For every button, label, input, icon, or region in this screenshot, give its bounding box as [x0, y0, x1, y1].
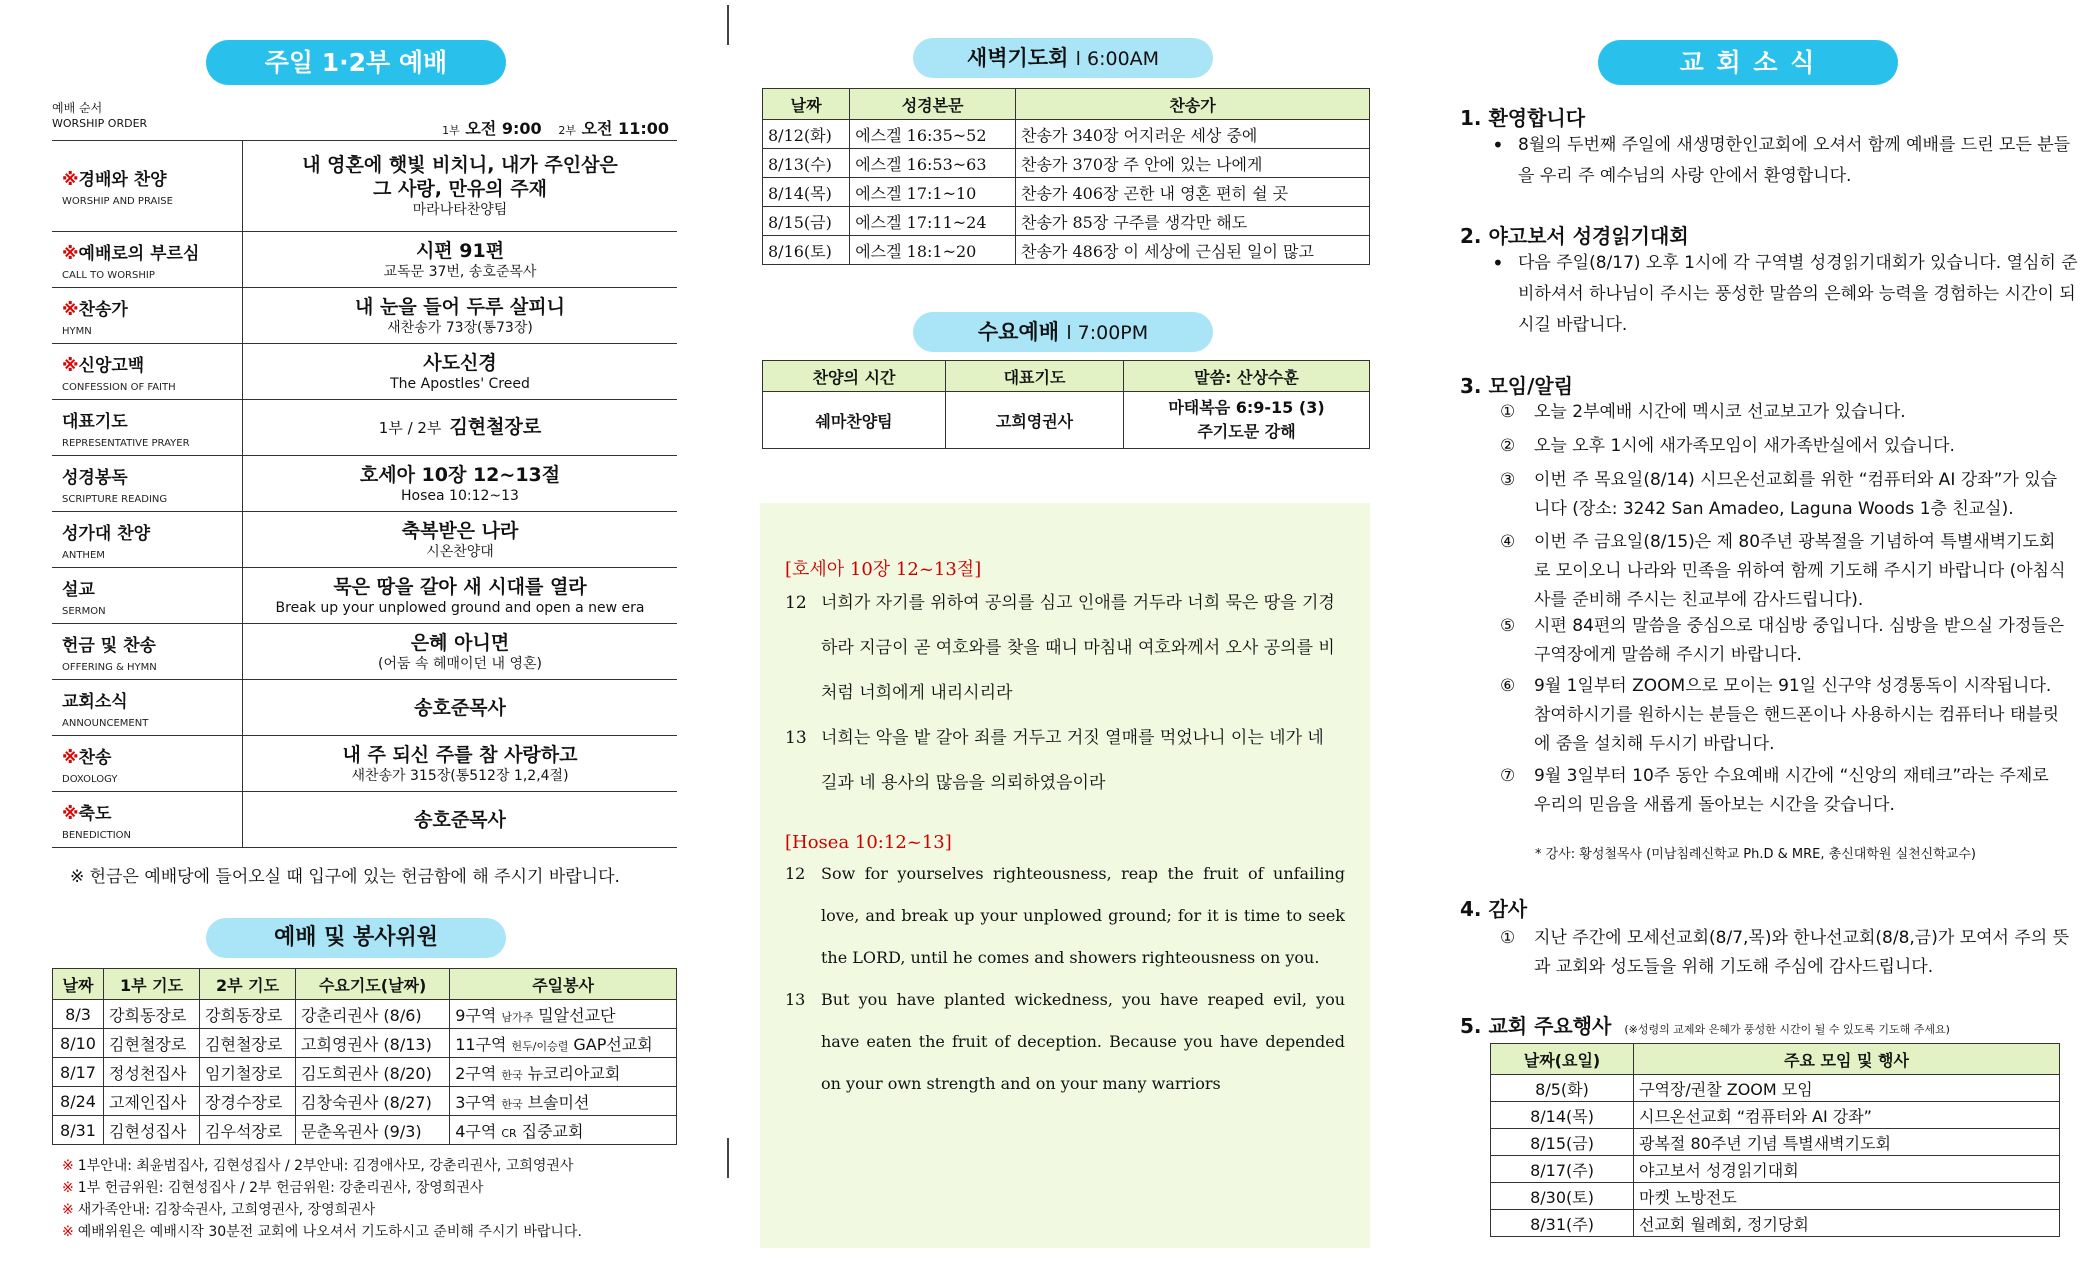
order-item-ko: 설교	[62, 579, 95, 600]
committee-cell: 장경수장로	[200, 1087, 296, 1116]
order-item-main: 묵은 땅을 갈아 새 시대를 열라	[333, 575, 587, 598]
dawn-cell: 8/12(화)	[763, 120, 850, 149]
order-item-main: 은혜 아니면	[410, 631, 510, 654]
order-item-ko: 대표기도	[62, 411, 128, 432]
dawn-cell: 8/13(수)	[763, 149, 850, 178]
event-row	[1491, 1210, 2060, 1237]
dawn-row	[763, 149, 1370, 178]
section-notices-title: 3. 모임/알림	[1460, 374, 1574, 398]
section-events-title: 5. 교회 주요행사 (※성령의 교제와 은혜가 풍성한 시간이 될 수 있도록 기도해 주세요)	[1460, 1014, 1950, 1038]
bullet-dot: •	[1492, 251, 1504, 275]
dawn-cell: 8/14(목)	[763, 178, 850, 207]
sunday-service-title: 주일 1·2부 예배	[206, 40, 506, 85]
dawn-header: 날짜	[763, 89, 850, 120]
committee-title: 예배 및 봉사위원	[206, 918, 506, 958]
wed-header-prayer: 대표기도	[946, 361, 1124, 392]
committee-row	[53, 1058, 677, 1087]
bullet-dot: •	[1492, 133, 1504, 157]
church-news-title: 교 회 소 식	[1598, 40, 1898, 85]
committee-cell: 문춘옥권사 (9/3)	[296, 1116, 450, 1145]
worship-order-table	[52, 140, 677, 848]
committee-cell: 김우석장로	[200, 1116, 296, 1145]
committee-header: 주일봉사	[450, 969, 677, 1000]
dawn-cell: 8/15(금)	[763, 207, 850, 236]
event-name: 야고보서 성경읽기대회	[1634, 1156, 2060, 1183]
order-item-ko: ※신앙고백	[62, 355, 145, 376]
order-item-main: 축복받은 나라	[401, 519, 519, 542]
event-name: 마켓 노방전도	[1634, 1183, 2060, 1210]
standing-mark: ※	[62, 355, 79, 376]
standing-mark: ※	[62, 299, 79, 320]
section-reading-text: 다음 주일(8/17) 오후 1시에 각 구역별 성경읽기대회가 있습니다. 열심히 준비하셔서 하나님이 주시는 풍성한 말씀의 은혜와 능력을 경험하는 시간이 되시길 바랍니다.	[1518, 253, 2078, 335]
committee-cell: 강춘리권사 (8/6)	[296, 1000, 450, 1029]
committee-cell: 8/31	[53, 1116, 104, 1145]
worship-order-row	[52, 400, 677, 456]
order-item-en: CALL TO WORSHIP	[62, 269, 155, 281]
committee-cell: 김현성집사	[104, 1116, 200, 1145]
dawn-cell: 찬송가 406장 곤한 내 영혼 편히 쉴 곳	[1016, 178, 1370, 207]
order-item-main: 1부 / 2부 김현철장로	[378, 416, 542, 438]
committee-header: 2부 기도	[200, 969, 296, 1000]
event-date: 8/5(화)	[1491, 1075, 1634, 1102]
notice-item: ⑦ 9월 3일부터 10주 동안 수요예배 시간에 “신앙의 재테크”라는 주제로 우리의 믿음을 새롭게 돌아보는 시간을 갖습니다.	[1500, 766, 2049, 815]
notice-item: ④ 이번 주 금요일(8/15)은 제 80주년 광복절을 기념하여 특별새벽기도회로 모이오니 나라와 민족을 위하여 함께 기도해 주시기 바랍니다 (아침식사를 준비해 주시는 친교부에 감사드립니다).	[1500, 532, 2066, 610]
section-thanks-title: 4. 감사	[1460, 897, 1528, 921]
order-item-main: 송호준목사	[414, 696, 506, 719]
event-name: 광복절 80주년 기념 특별새벽기도회	[1634, 1129, 2060, 1156]
committee-cell: 김창숙권사 (8/27)	[296, 1087, 450, 1116]
committee-service-cell: 11구역 헌두/이승렬 GAP선교회	[450, 1029, 677, 1058]
event-name: 선교회 월례회, 정기당회	[1634, 1210, 2060, 1237]
worship-order-row	[52, 141, 677, 232]
notice-item: ② 오늘 오후 1시에 새가족모임이 새가족반실에서 있습니다.	[1500, 436, 1955, 456]
worship-order-row	[52, 456, 677, 512]
order-item-ko: 교회소식	[62, 691, 128, 712]
committee-row	[53, 1087, 677, 1116]
committee-note: ※ 새가족안내: 김창숙권사, 고희영권사, 장영희권사	[62, 1202, 376, 1218]
event-name: 구역장/권찰 ZOOM 모임	[1634, 1075, 2060, 1102]
event-date: 8/31(주)	[1491, 1210, 1634, 1237]
order-item-ko: 성경봉독	[62, 467, 128, 488]
order-item-en: SERMON	[62, 605, 106, 617]
wed-prayer-leader: 고희영권사	[946, 392, 1124, 449]
committee-cell: 강희동장로	[104, 1000, 200, 1029]
dawn-cell: 찬송가 85장 구주를 생각만 해도	[1016, 207, 1370, 236]
events-table	[1490, 1043, 2060, 1237]
event-row	[1491, 1183, 2060, 1210]
service-times: 1부 오전 9:00 2부 오전 11:00	[442, 119, 669, 138]
dawn-prayer-title: 새벽기도회 l 6:00AM	[913, 38, 1213, 78]
committee-cell: 김현철장로	[200, 1029, 296, 1058]
section-welcome-title: 1. 환영합니다	[1460, 106, 1586, 130]
committee-cell: 강희동장로	[200, 1000, 296, 1029]
wednesday-service-table	[762, 360, 1370, 449]
dawn-row	[763, 120, 1370, 149]
order-item-en: HYMN	[62, 325, 92, 337]
column-divider-top	[727, 5, 729, 45]
order-item-main: 내 눈을 들어 두루 살피니	[355, 295, 565, 318]
committee-cell: 정성천집사	[104, 1058, 200, 1087]
dawn-header: 성경본문	[850, 89, 1016, 120]
wed-praise-team: 쉐마찬양팀	[763, 392, 946, 449]
order-item-sub: 마라나타찬양팀	[412, 202, 508, 218]
order-item-en: WORSHIP AND PRAISE	[62, 196, 173, 207]
order-item-ko: ※찬송가	[62, 299, 128, 320]
committee-notes	[62, 1155, 582, 1243]
committee-note: ※ 1부 헌금위원: 김현성집사 / 2부 헌금위원: 강춘리권사, 장영희권사	[62, 1180, 484, 1196]
order-item-en: CONFESSION OF FAITH	[62, 381, 176, 393]
notice-item: ⑥ 9월 1일부터 ZOOM으로 모이는 91일 신구약 성경통독이 시작됩니다. 참여하시기를 원하시는 분들은 핸드폰이나 사용하시는 컴퓨터나 태블릿에 줌을 설치해 두시기 바랍니다.	[1500, 676, 2060, 754]
scripture-text	[785, 555, 1345, 1105]
order-item-sub: Break up your unplowed ground and open a new era	[275, 599, 645, 616]
event-date: 8/14(목)	[1491, 1102, 1634, 1129]
scripture-ref-ko: [호세아 10장 12~13절]	[785, 559, 982, 580]
committee-header: 수요기도(날짜)	[296, 969, 450, 1000]
order-item-ko: ※예배로의 부르심	[62, 243, 200, 264]
dawn-header: 찬송가	[1016, 89, 1370, 120]
worship-order-row	[52, 680, 677, 736]
committee-cell: 김도희권사 (8/20)	[296, 1058, 450, 1087]
worship-order-label-ko: 예배 순서	[52, 101, 103, 115]
committee-service-cell: 4구역 CR 집중교회	[450, 1116, 677, 1145]
offering-note: ※ 헌금은 예배당에 들어오실 때 입구에 있는 헌금함에 해 주시기 바랍니다.	[70, 867, 620, 887]
order-item-sub: 새찬송가 73장(통73장)	[387, 319, 533, 336]
committee-cell: 8/3	[53, 1000, 104, 1029]
event-date: 8/15(금)	[1491, 1129, 1634, 1156]
committee-row	[53, 1116, 677, 1145]
event-row	[1491, 1102, 2060, 1129]
wed-header-sermon: 말씀: 산상수훈	[1124, 361, 1370, 392]
event-name: 시므온선교회 “컴퓨터와 AI 강좌”	[1634, 1102, 2060, 1129]
events-header-event: 주요 모임 및 행사	[1634, 1044, 2060, 1075]
worship-order-label-en: WORSHIP ORDER	[52, 117, 148, 130]
order-item-main: 송호준목사	[414, 808, 506, 831]
dawn-row	[763, 236, 1370, 265]
verse-ko: 12 너희가 자기를 위하여 공의를 심고 인애를 거두라 너희 묵은 땅을 기경하라 지금이 곧 여호와를 찾을 때니 마침내 여호와께서 오사 공의를 비처럼 너희에게 내리시리라	[785, 593, 1335, 703]
order-item-sub: 시온찬양대	[426, 543, 494, 560]
column-divider-bottom	[727, 1138, 729, 1178]
committee-cell: 8/10	[53, 1029, 104, 1058]
event-row	[1491, 1075, 2060, 1102]
dawn-cell: 에스겔 17:1~10	[850, 178, 1016, 207]
order-item-en: OFFERING & HYMN	[62, 661, 157, 673]
order-item-sub: (어둠 속 헤매이던 내 영혼)	[378, 655, 542, 672]
order-item-sub: The Apostles' Creed	[390, 375, 530, 392]
order-item-main: 사도신경	[423, 351, 497, 374]
committee-service-cell: 3구역 한국 브솔미션	[450, 1087, 677, 1116]
standing-mark: ※	[62, 170, 79, 190]
worship-order-row	[52, 792, 677, 848]
order-item-ko: ※찬송	[62, 747, 112, 768]
order-item-en: BENEDICTION	[62, 829, 132, 841]
committee-note: ※ 예배위원은 예배시작 30분전 교회에 나오셔서 기도하시고 준비해 주시기 바랍니다.	[62, 1224, 582, 1240]
order-item-en: ANNOUNCEMENT	[62, 717, 149, 729]
standing-mark: ※	[62, 243, 79, 264]
dawn-cell: 에스겔 18:1~20	[850, 236, 1016, 265]
event-date: 8/17(주)	[1491, 1156, 1634, 1183]
committee-cell: 고희영권사 (8/13)	[296, 1029, 450, 1058]
dawn-cell: 찬송가 370장 주 안에 있는 나에게	[1016, 149, 1370, 178]
notice-item: ⑤ 시편 84편의 말씀을 중심으로 대심방 중입니다. 심방을 받으실 가정들은 구역장에게 말씀해 주시기 바랍니다.	[1500, 616, 2065, 665]
worship-order-row	[52, 624, 677, 680]
verse-en: 12 Sow for yourselves righteousness, reap the fruit of unfailing love, and break up your unplowed ground; for it is time to seek the LORD, until he comes and showers righteousness on you.	[785, 864, 1345, 967]
order-item-main: 호세아 10장 12~13절	[359, 463, 561, 486]
order-item-main: 시편 91편	[415, 239, 505, 262]
order-item-main: 내 주 되신 주를 참 사랑하고	[342, 743, 578, 766]
dawn-cell: 찬송가 340장 어지러운 세상 중에	[1016, 120, 1370, 149]
order-item-ko: ※경배와 찬양	[62, 170, 167, 190]
committee-cell: 임기철장로	[200, 1058, 296, 1087]
standing-mark: ※	[62, 747, 79, 768]
order-item-main: 내 영혼에 햇빛 비치니, 내가 주인삼은	[302, 154, 618, 176]
scripture-ref-en: [Hosea 10:12~13]	[785, 832, 952, 853]
order-item-sub: 새찬송가 315장(통512장 1,2,4절)	[351, 767, 569, 784]
wed-header-praise: 찬양의 시간	[763, 361, 946, 392]
worship-order-row	[52, 736, 677, 792]
dawn-cell: 찬송가 486장 이 세상에 근심된 일이 많고	[1016, 236, 1370, 265]
dawn-cell: 에스겔 17:11~24	[850, 207, 1016, 236]
committee-row	[53, 1029, 677, 1058]
wednesday-service-title: 수요예배 l 7:00PM	[913, 312, 1213, 352]
committee-header: 날짜	[53, 969, 104, 1000]
dawn-cell: 에스겔 16:35~52	[850, 120, 1016, 149]
order-item-sub: 교독문 37번, 송호준목사	[383, 263, 537, 280]
section-reading-title: 2. 야고보서 성경읽기대회	[1460, 224, 1689, 248]
event-row	[1491, 1129, 2060, 1156]
committee-service-cell: 2구역 한국 뉴코리아교회	[450, 1058, 677, 1087]
committee-row	[53, 1000, 677, 1029]
committee-service-cell: 9구역 남가주 밀알선교단	[450, 1000, 677, 1029]
order-item-ko: 성가대 찬양	[62, 523, 151, 544]
notice-item: ③ 이번 주 목요일(8/14) 시므온선교회를 위한 “컴퓨터와 AI 강좌”가 있습니다 (장소: 3242 San Amadeo, Laguna Woods 1층 친교실).	[1500, 470, 2058, 519]
committee-note: ※ 1부안내: 최윤범집사, 김현성집사 / 2부안내: 김경애사모, 강춘리권사, 고희영권사	[62, 1158, 574, 1174]
standing-mark: ※	[62, 803, 79, 824]
thanks-item: ① 지난 주간에 모세선교회(8/7,목)와 한나선교회(8/8,금)가 모여서 주의 뜻과 교회와 성도들을 위해 기도해 주심에 감사드립니다.	[1500, 928, 2070, 977]
event-date: 8/30(토)	[1491, 1183, 1634, 1210]
committee-cell: 8/17	[53, 1058, 104, 1087]
order-item-en: SCRIPTURE READING	[62, 493, 168, 505]
worship-order-row	[52, 288, 677, 344]
speaker-note: * 강사: 황성철목사 (미남침례신학교 Ph.D & MRE, 총신대학원 실천신학교수)	[1535, 847, 1976, 862]
dawn-row	[763, 207, 1370, 236]
worship-order-row	[52, 512, 677, 568]
notice-item: ① 오늘 2부예배 시간에 멕시코 선교보고가 있습니다.	[1500, 402, 1906, 422]
committee-header: 1부 기도	[104, 969, 200, 1000]
committee-cell: 김현철장로	[104, 1029, 200, 1058]
committee-table	[52, 968, 677, 1145]
worship-order-row	[52, 568, 677, 624]
order-item-ko: 헌금 및 찬송	[62, 635, 156, 656]
events-header-date: 날짜(요일)	[1491, 1044, 1634, 1075]
dawn-row	[763, 178, 1370, 207]
committee-cell: 8/24	[53, 1087, 104, 1116]
dawn-cell: 에스겔 16:53~63	[850, 149, 1016, 178]
order-item-en: ANTHEM	[62, 549, 105, 561]
dawn-cell: 8/16(토)	[763, 236, 850, 265]
order-item-main-2: 그 사랑, 만유의 주재	[373, 178, 547, 200]
committee-cell: 고제인집사	[104, 1087, 200, 1116]
dawn-prayer-table	[762, 88, 1370, 265]
order-item-ko: ※축도	[62, 803, 112, 824]
event-row	[1491, 1156, 2060, 1183]
order-item-en: REPRESENTATIVE PRAYER	[62, 437, 190, 449]
order-item-sub: Hosea 10:12~13	[401, 487, 519, 504]
verse-en: 13 But you have planted wickedness, you have reaped evil, you have eaten the fruit of deception. Because you have depended on your own strength and on your many warriors	[785, 990, 1345, 1093]
verse-ko: 13 너희는 악을 밭 갈아 죄를 거두고 거짓 열매를 먹었나니 이는 네가 네 길과 네 용사의 많음을 의뢰하였음이라	[785, 728, 1324, 793]
worship-order-row	[52, 344, 677, 400]
worship-order-row	[52, 232, 677, 288]
order-item-en: DOXOLOGY	[62, 773, 118, 785]
wed-sermon: 마태복음 6:9-15 (3) 주기도문 강해	[1124, 392, 1370, 449]
worship-order-header	[52, 100, 677, 140]
section-welcome-text: 8월의 두번째 주일에 새생명한인교회에 오셔서 함께 예배를 드린 모든 분들을 우리 주 예수님의 사랑 안에서 환영합니다.	[1518, 135, 2071, 186]
